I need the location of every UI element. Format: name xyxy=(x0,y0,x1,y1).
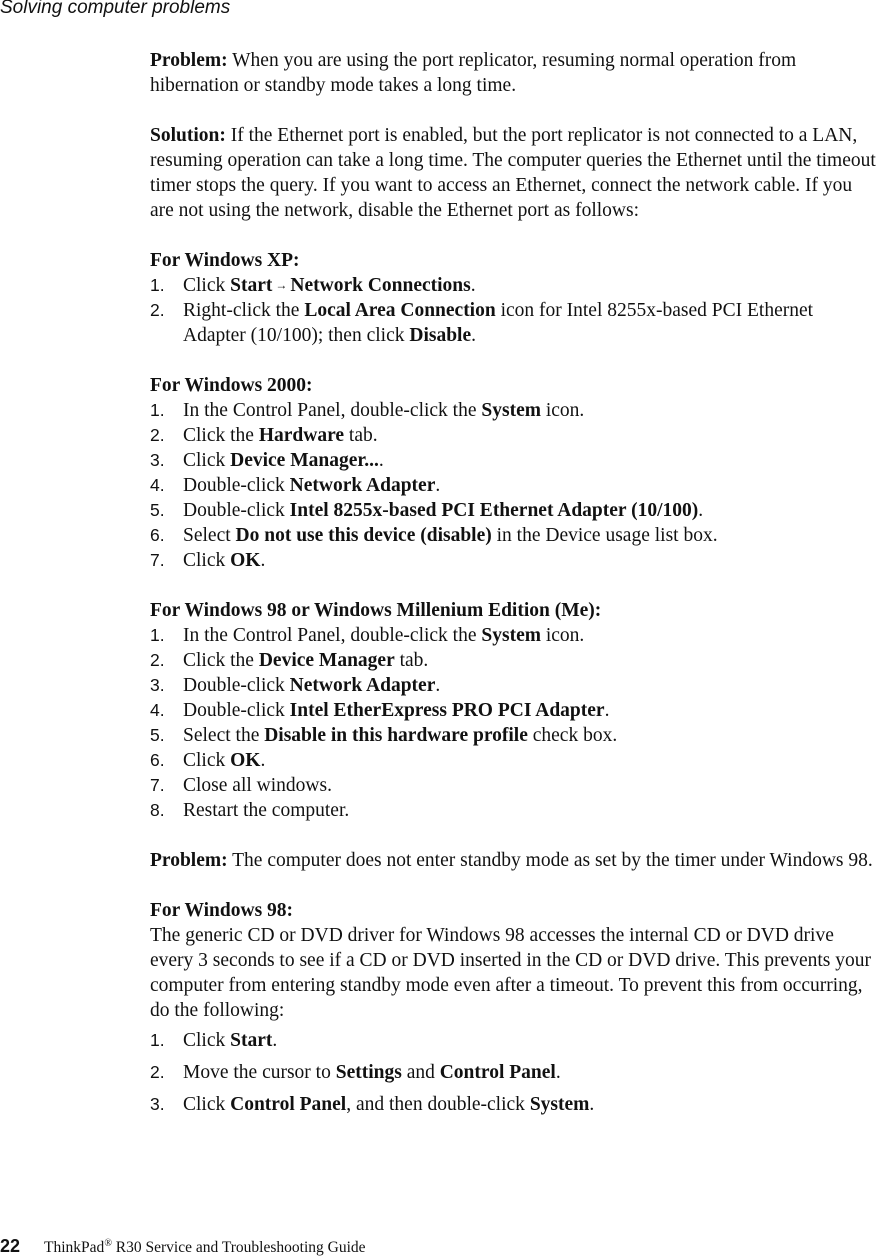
registered-mark: ® xyxy=(104,1237,112,1249)
footer-title: R30 Service and Troubleshooting Guide xyxy=(111,1239,366,1256)
step-text: Double-click xyxy=(183,500,290,521)
step-text: check box. xyxy=(527,725,618,746)
step-text: and xyxy=(401,1062,440,1083)
heading-windows-98-me: For Windows 98 or Windows Millenium Edition (Me): xyxy=(150,600,602,621)
step-number: 6. xyxy=(150,750,165,770)
ui-term: OK xyxy=(230,750,261,771)
step-text: . xyxy=(698,500,704,521)
ui-term: Settings xyxy=(335,1062,402,1083)
step-text: Select xyxy=(183,525,236,546)
steps-windows-98-me xyxy=(150,623,878,823)
menu-start: Start xyxy=(230,275,273,296)
steps-windows-98 xyxy=(150,1028,878,1117)
ui-term: Local Area Connection xyxy=(304,300,496,321)
solution-text: If the Ethernet port is enabled, but the port replicator is not connected to a LAN, resuming operation can take a long time. The computer queries the Ethernet until the timeout timer stops the query. If you want to access an Ethernet, connect the network cable. If you are not using the network, disable the Ethernet port as follows: xyxy=(150,125,876,221)
list-item xyxy=(150,473,878,498)
problem-text: The computer does not enter standby mode as set by the timer under Windows 98. xyxy=(227,850,873,871)
page-content xyxy=(150,48,878,1142)
ui-term: System xyxy=(529,1094,590,1115)
step-text: icon for Intel 8255x-based PCI Ethernet Adapter (10/100); then click xyxy=(183,300,814,346)
list-item xyxy=(150,673,878,698)
list-item xyxy=(150,523,878,548)
ui-term: System xyxy=(481,625,541,646)
page-number: 22 xyxy=(0,1236,21,1256)
ui-term: Control Panel xyxy=(230,1094,347,1115)
step-number: 1. xyxy=(150,400,165,420)
step-text: Click xyxy=(183,450,231,471)
list-item xyxy=(150,548,878,573)
problem-text: When you are using the port replicator, resuming normal operation from hibernation or standby mode takes a long time. xyxy=(150,50,797,96)
step-number: 2. xyxy=(150,425,165,445)
menu-network-connections: Network Connections xyxy=(290,275,471,296)
list-item xyxy=(150,1060,878,1085)
list-item xyxy=(150,723,878,748)
list-item xyxy=(150,398,878,423)
step-number: 7. xyxy=(150,775,165,795)
step-number: 4. xyxy=(150,475,165,495)
step-number: 2. xyxy=(150,300,165,320)
step-number: 1. xyxy=(150,1030,165,1050)
step-text: icon. xyxy=(540,625,585,646)
problem-hibernation xyxy=(150,48,878,98)
heading-windows-98: For Windows 98: xyxy=(150,900,294,921)
problem-label: Problem: xyxy=(150,850,228,871)
heading-windows-xp: For Windows XP: xyxy=(150,250,300,271)
list-item xyxy=(150,1028,878,1053)
steps-windows-2000 xyxy=(150,398,878,573)
step-text: icon. xyxy=(540,400,585,421)
step-text: Click xyxy=(183,750,231,771)
step-text: . xyxy=(589,1094,595,1115)
step-text: tab. xyxy=(394,650,429,671)
list-item xyxy=(150,448,878,473)
ui-term: Hardware xyxy=(258,425,345,446)
running-header: Solving computer problems xyxy=(0,0,231,18)
step-number: 1. xyxy=(150,275,165,295)
step-number: 3. xyxy=(150,450,165,470)
step-text: Restart the computer. xyxy=(183,800,350,821)
step-text: Click the xyxy=(183,650,259,671)
step-text: Double-click xyxy=(183,675,290,696)
step-text: Double-click xyxy=(183,700,290,721)
step-text: . xyxy=(604,700,610,721)
list-item xyxy=(150,1092,878,1117)
list-item xyxy=(150,273,878,298)
step-text: tab. xyxy=(344,425,378,446)
list-item xyxy=(150,648,878,673)
ui-term: Intel EtherExpress PRO PCI Adapter xyxy=(289,700,605,721)
step-text: Double-click xyxy=(183,475,290,496)
ui-term: Control Panel xyxy=(439,1062,556,1083)
problem-label: Problem: xyxy=(150,50,228,71)
step-number: 1. xyxy=(150,625,165,645)
list-item xyxy=(150,698,878,723)
solution-ethernet xyxy=(150,123,878,223)
step-number: 3. xyxy=(150,1094,165,1114)
list-item xyxy=(150,423,878,448)
step-text: . xyxy=(272,1030,278,1051)
ui-term: Intel 8255x-based PCI Ethernet Adapter (10/100) xyxy=(289,500,699,521)
step-text: Right-click the xyxy=(183,300,305,321)
step-text: Click xyxy=(183,1094,231,1115)
ui-term: Disable in this hardware profile xyxy=(264,725,528,746)
step-text: , and then double-click xyxy=(346,1094,530,1115)
ui-term: Do not use this device (disable) xyxy=(235,525,492,546)
arrow-icon: → xyxy=(275,278,288,292)
problem-standby-timer xyxy=(150,848,878,873)
step-number: 8. xyxy=(150,800,165,820)
step-text: . xyxy=(470,275,476,296)
step-number: 7. xyxy=(150,550,165,570)
ui-term: OK xyxy=(230,550,261,571)
step-number: 4. xyxy=(150,700,165,720)
step-text: In the Control Panel, double-click the xyxy=(183,400,482,421)
ui-term: Device Manager... xyxy=(230,450,379,471)
ui-term: Disable xyxy=(409,325,472,346)
step-text: In the Control Panel, double-click the xyxy=(183,625,482,646)
step-number: 2. xyxy=(150,1062,165,1082)
list-item xyxy=(150,748,878,773)
step-number: 5. xyxy=(150,500,165,520)
step-text: . xyxy=(555,1062,561,1083)
step-text: . xyxy=(378,450,384,471)
step-text: Click xyxy=(183,550,231,571)
step-text: . xyxy=(260,550,266,571)
windows-98-explanation: The generic CD or DVD driver for Windows 98 accesses the internal CD or DVD drive every 3 seconds to see if a CD or DVD inserted in the CD or DVD drive. This prevents your computer from entering standby mode even after a timeout. To prevent this from occurring, do the following: xyxy=(150,925,871,1021)
step-text: in the Device usage list box. xyxy=(491,525,718,546)
step-number: 3. xyxy=(150,675,165,695)
step-text: Click xyxy=(183,1030,231,1051)
ui-term: Device Manager xyxy=(258,650,395,671)
step-text: . xyxy=(260,750,266,771)
step-text: Click the xyxy=(183,425,259,446)
step-text: . xyxy=(435,475,441,496)
steps-windows-xp xyxy=(150,273,878,348)
ui-term: Network Adapter xyxy=(289,675,436,696)
list-item xyxy=(150,298,878,348)
footer-brand: ThinkPad xyxy=(44,1239,105,1256)
step-text: Select the xyxy=(183,725,265,746)
list-item xyxy=(150,773,878,798)
step-number: 5. xyxy=(150,725,165,745)
step-text: Move the cursor to xyxy=(183,1062,336,1083)
list-item xyxy=(150,798,878,823)
step-text: . xyxy=(435,675,441,696)
solution-label: Solution: xyxy=(150,125,226,146)
list-item xyxy=(150,498,878,523)
ui-term: System xyxy=(481,400,541,421)
list-item xyxy=(150,623,878,648)
step-number: 2. xyxy=(150,650,165,670)
step-text: Click xyxy=(183,275,231,296)
step-number: 6. xyxy=(150,525,165,545)
step-text: . xyxy=(471,325,476,346)
page-footer xyxy=(0,1236,366,1257)
ui-term: Network Adapter xyxy=(289,475,436,496)
heading-windows-2000: For Windows 2000: xyxy=(150,375,313,396)
step-text: Close all windows. xyxy=(183,775,332,796)
ui-term: Start xyxy=(230,1030,273,1051)
